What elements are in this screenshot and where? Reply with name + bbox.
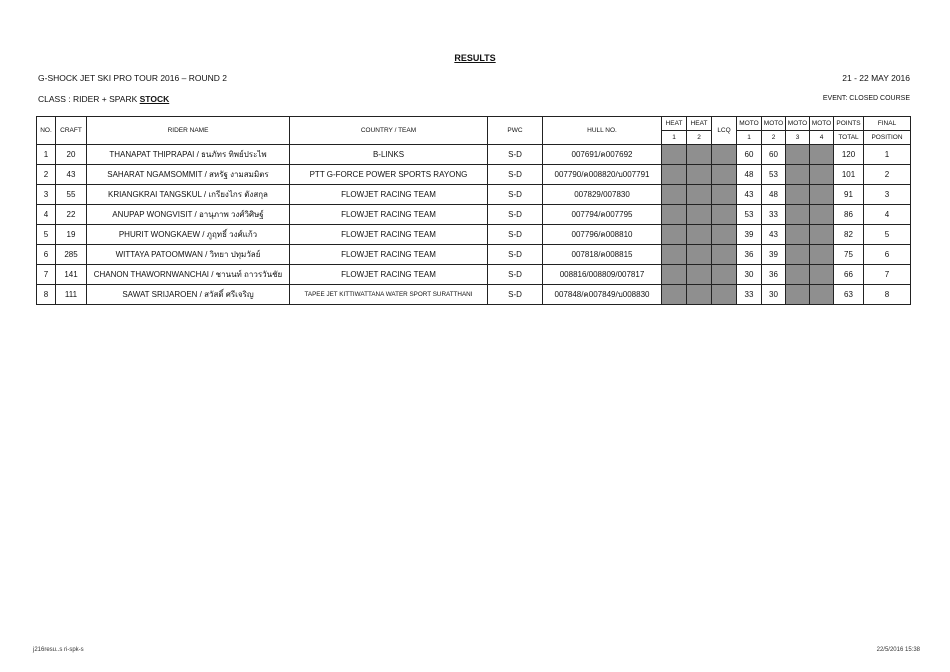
cell-moto-2: 53 [762,165,786,185]
cell-team: FLOWJET RACING TEAM [290,205,488,225]
cell-hull: 007818/ค008815 [543,245,662,265]
cell-moto-2: 43 [762,225,786,245]
cell-hull: 007691/ค007692 [543,145,662,165]
header-moto-1: MOTO [737,117,762,131]
cell-moto-3 [786,225,810,245]
cell-team: TAPEE JET KITTIWATTANA WATER SPORT SURATTHANI [290,285,488,305]
event-name: G-SHOCK JET SKI PRO TOUR 2016 – ROUND 2 [38,73,227,83]
page-title: RESULTS [454,53,496,63]
cell-craft: 285 [56,245,87,265]
cell-total: 66 [834,265,864,285]
cell-craft: 22 [56,205,87,225]
cell-no: 7 [37,265,56,285]
cell-heat-2 [687,285,712,305]
cell-rider: THANAPAT THIPRAPAI / ธนภัทร ทิพย์ประไพ [87,145,290,165]
cell-moto-1: 36 [737,245,762,265]
cell-no: 1 [37,145,56,165]
cell-no: 6 [37,245,56,265]
cell-moto-1: 48 [737,165,762,185]
cell-total: 101 [834,165,864,185]
cell-heat-1 [662,285,687,305]
header-total: TOTAL [834,131,864,145]
cell-no: 4 [37,205,56,225]
cell-moto-4 [810,285,834,305]
header-craft: CRAFT [56,117,87,145]
cell-moto-2: 60 [762,145,786,165]
cell-moto-4 [810,225,834,245]
cell-pwc: S-D [488,205,543,225]
cell-heat-2 [687,165,712,185]
cell-no: 2 [37,165,56,185]
cell-position: 6 [864,245,911,265]
cell-moto-4 [810,205,834,225]
cell-moto-1: 60 [737,145,762,165]
event-course: EVENT: CLOSED COURSE [822,95,910,102]
header-final: FINAL [864,117,911,131]
header-heat-1: HEAT [662,117,687,131]
cell-pwc: S-D [488,145,543,165]
cell-position: 8 [864,285,911,305]
cell-position: 7 [864,265,911,285]
cell-moto-3 [786,145,810,165]
cell-moto-3 [786,205,810,225]
cell-pwc: S-D [488,285,543,305]
cell-moto-1: 43 [737,185,762,205]
cell-rider: ANUPAP WONGVISIT / อานุภาพ วงศ์วิศิษฐ์ [87,205,290,225]
cell-moto-1: 39 [737,225,762,245]
cell-total: 91 [834,185,864,205]
cell-lcq [712,145,737,165]
header-moto-4: MOTO [810,117,834,131]
cell-hull: 007796/ค008810 [543,225,662,245]
footer-timestamp: 22/5/2016 15:38 [876,647,920,653]
cell-craft: 55 [56,185,87,205]
cell-no: 8 [37,285,56,305]
cell-moto-1: 30 [737,265,762,285]
cell-heat-1 [662,205,687,225]
cell-heat-2 [687,185,712,205]
cell-moto-3 [786,165,810,185]
cell-pwc: S-D [488,225,543,245]
cell-total: 120 [834,145,864,165]
cell-heat-1 [662,225,687,245]
cell-heat-2 [687,245,712,265]
header-hull: HULL NO. [543,117,662,145]
cell-moto-4 [810,265,834,285]
cell-moto-2: 39 [762,245,786,265]
cell-heat-1 [662,165,687,185]
header-team: COUNTRY / TEAM [290,117,488,145]
table-row [37,165,911,185]
cell-position: 4 [864,205,911,225]
cell-hull: 007848/ค007849/บ008830 [543,285,662,305]
cell-hull: 007790/ค008820/บ007791 [543,165,662,185]
cell-heat-2 [687,265,712,285]
cell-position: 5 [864,225,911,245]
header-moto-2: MOTO [762,117,786,131]
event-date: 21 - 22 MAY 2016 [842,73,910,83]
cell-team: B-LINKS [290,145,488,165]
cell-hull: 008816/008809/007817 [543,265,662,285]
cell-position: 3 [864,185,911,205]
cell-moto-1: 53 [737,205,762,225]
cell-moto-3 [786,265,810,285]
cell-heat-2 [687,145,712,165]
cell-rider: WITTAYA PATOOMWAN / วิทยา ปทุมวัลย์ [87,245,290,265]
header-moto-4-num: 4 [810,131,834,145]
cell-position: 2 [864,165,911,185]
cell-team: FLOWJET RACING TEAM [290,225,488,245]
cell-no: 5 [37,225,56,245]
cell-pwc: S-D [488,265,543,285]
table-row [37,145,911,165]
cell-moto-1: 33 [737,285,762,305]
cell-moto-2: 36 [762,265,786,285]
cell-moto-2: 48 [762,185,786,205]
cell-craft: 141 [56,265,87,285]
cell-lcq [712,245,737,265]
class-line [38,94,169,104]
cell-moto-3 [786,245,810,265]
cell-total: 82 [834,225,864,245]
table-row [37,225,911,245]
cell-lcq [712,265,737,285]
table-row [37,185,911,205]
header-rider: RIDER NAME [87,117,290,145]
header-moto-3-num: 3 [786,131,810,145]
cell-no: 3 [37,185,56,205]
cell-rider: SAWAT SRIJAROEN / สวัสดิ์ ศรีเจริญ [87,285,290,305]
header-heat-2: HEAT [687,117,712,131]
cell-lcq [712,205,737,225]
cell-moto-2: 33 [762,205,786,225]
cell-moto-4 [810,165,834,185]
cell-total: 75 [834,245,864,265]
cell-heat-2 [687,225,712,245]
cell-pwc: S-D [488,185,543,205]
table-row [37,285,911,305]
header-points: POINTS [834,117,864,131]
cell-pwc: S-D [488,165,543,185]
header-heat-1-num: 1 [662,131,687,145]
cell-craft: 20 [56,145,87,165]
header-pwc: PWC [488,117,543,145]
cell-lcq [712,185,737,205]
cell-heat-1 [662,145,687,165]
cell-lcq [712,225,737,245]
cell-rider: KRIANGKRAI TANGSKUL / เกรียงไกร ตังสกุล [87,185,290,205]
cell-heat-1 [662,185,687,205]
footer-filename: j216resu..s ri-spk-s [33,647,84,653]
cell-craft: 111 [56,285,87,305]
cell-lcq [712,165,737,185]
cell-heat-2 [687,205,712,225]
cell-rider: PHURIT WONGKAEW / ภูฤทธิ์ วงศ์แก้ว [87,225,290,245]
cell-hull: 007794/ค007795 [543,205,662,225]
cell-moto-2: 30 [762,285,786,305]
cell-total: 63 [834,285,864,305]
cell-moto-4 [810,185,834,205]
cell-total: 86 [834,205,864,225]
header-row-top [37,117,911,131]
cell-pwc: S-D [488,245,543,265]
header-position: POSITION [864,131,911,145]
table-row [37,245,911,265]
cell-hull: 007829/007830 [543,185,662,205]
class-prefix: CLASS : RIDER + SPARK [38,94,140,104]
header-moto-3: MOTO [786,117,810,131]
cell-team: FLOWJET RACING TEAM [290,265,488,285]
cell-team: PTT G-FORCE POWER SPORTS RAYONG [290,165,488,185]
cell-team: FLOWJET RACING TEAM [290,245,488,265]
cell-craft: 43 [56,165,87,185]
cell-craft: 19 [56,225,87,245]
cell-position: 1 [864,145,911,165]
results-table [36,116,911,305]
cell-heat-1 [662,265,687,285]
cell-lcq [712,285,737,305]
cell-team: FLOWJET RACING TEAM [290,185,488,205]
cell-moto-4 [810,245,834,265]
cell-moto-4 [810,145,834,165]
cell-rider: CHANON THAWORNWANCHAI / ชานนท์ ถาวรวันชัย [87,265,290,285]
table-row [37,205,911,225]
header-no: NO. [37,117,56,145]
header-heat-2-num: 2 [687,131,712,145]
cell-moto-3 [786,185,810,205]
header-lcq: LCQ [712,117,737,145]
cell-rider: SAHARAT NGAMSOMMIT / สหรัฐ งามสมมิตร [87,165,290,185]
header-moto-1-num: 1 [737,131,762,145]
table-row [37,265,911,285]
header-moto-2-num: 2 [762,131,786,145]
class-highlight: STOCK [139,94,170,104]
cell-heat-1 [662,245,687,265]
cell-moto-3 [786,285,810,305]
